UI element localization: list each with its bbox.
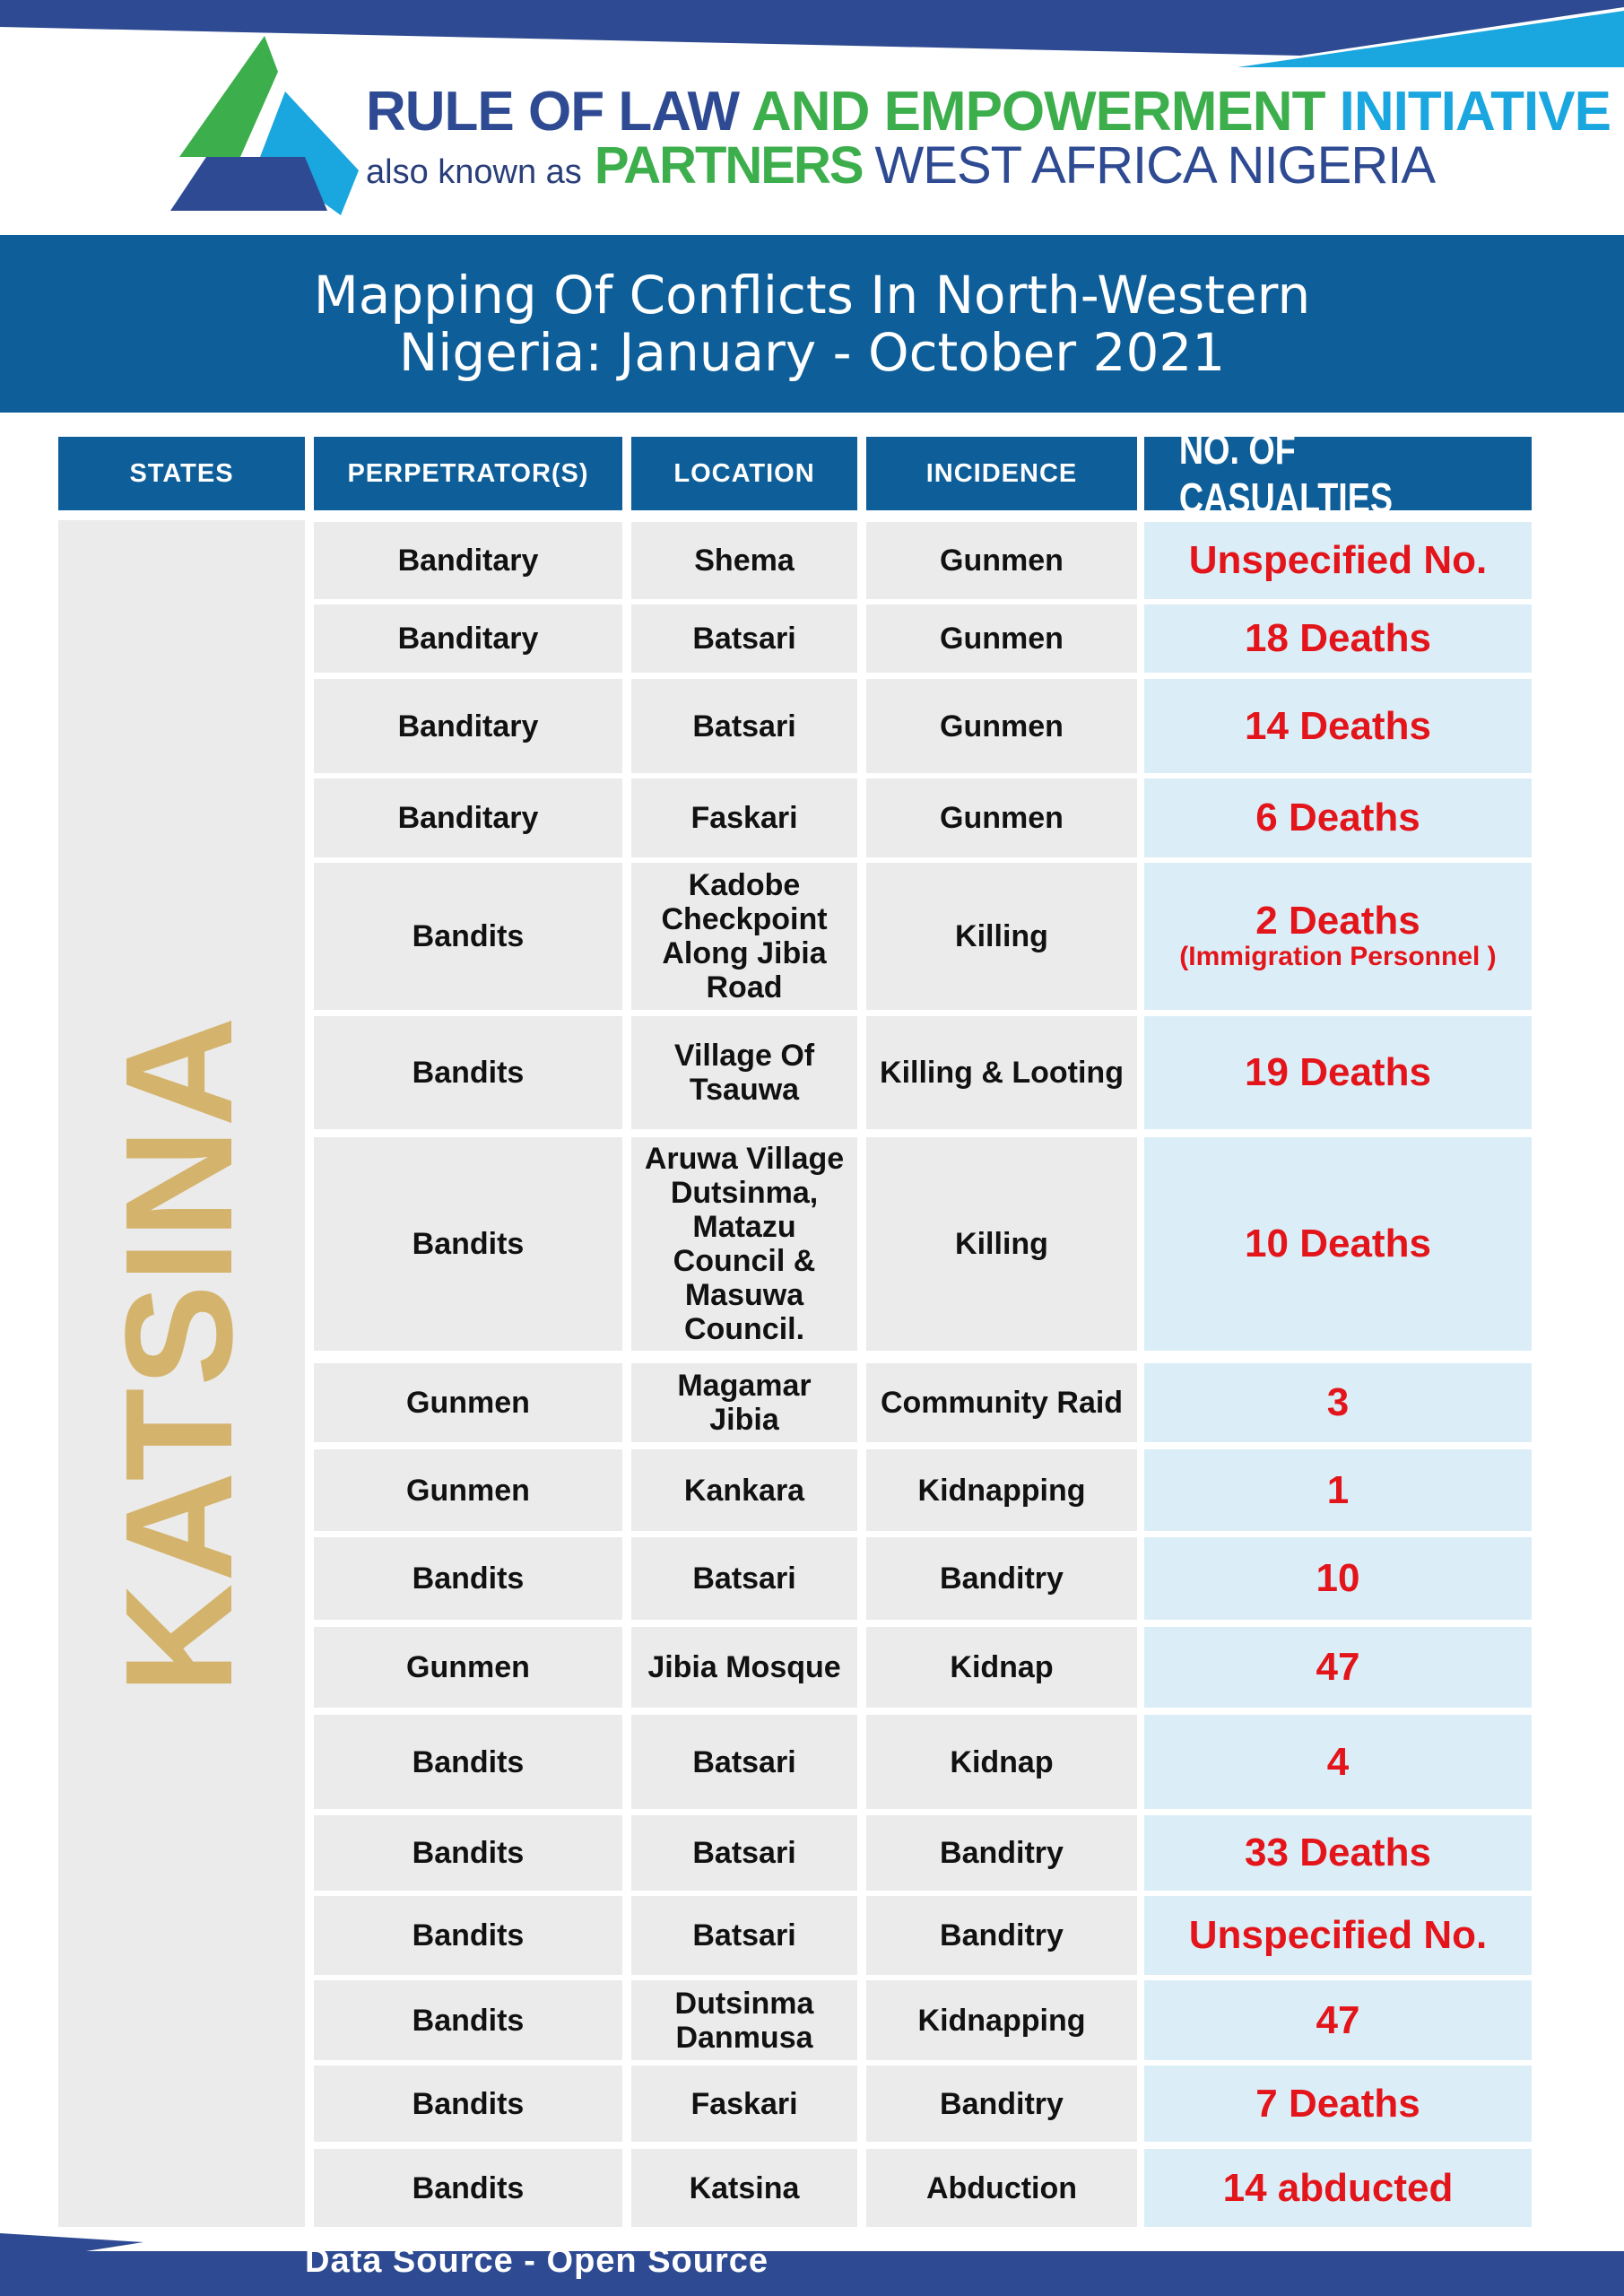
casualties-cell [1144,1016,1532,1129]
location-value: Aruwa Village Dutsinma, Matazu Council & Masuwa Council. [644,1142,845,1346]
table-row [0,1815,1624,1891]
casualties-value: 4 [1326,1739,1350,1784]
location-value: Magamar Jibia [677,1369,812,1437]
table-row [0,2066,1624,2142]
casualties-cell [1144,1627,1532,1708]
casualties-cell [1144,1449,1532,1531]
page-title-line2: Nigeria: January - October 2021 [398,322,1226,383]
casualties-value: 47 [1316,1645,1360,1689]
location-cell [631,778,857,857]
location-value: Shema [694,544,795,578]
location-cell [631,604,857,673]
perpetrator-cell [314,679,622,773]
casualties-cell [1144,1715,1532,1809]
table-row [0,1980,1624,2060]
location-cell [631,1137,857,1351]
casualties-cell [1144,1537,1532,1620]
incidence-cell [866,1537,1137,1620]
perpetrator-value: Gunmen [406,1650,530,1684]
perpetrator-value: Gunmen [406,1473,530,1508]
perpetrator-value: Banditary [397,801,539,835]
location-cell [631,1715,857,1809]
location-cell [631,1815,857,1891]
location-value: Batsari [692,1744,796,1779]
state-name: KATSINA [94,1014,265,1694]
incidence-value: Killing [955,919,1048,953]
incidence-value: Banditry [940,1561,1064,1596]
org-name-part3: INITIATIVE [1339,81,1611,143]
perpetrator-cell [314,1537,622,1620]
incidence-value: Kidnapping [917,2003,1086,2038]
table-row [0,1896,1624,1975]
perpetrator-value: Banditary [397,622,539,656]
location-cell [631,2066,857,2142]
location-cell [631,2149,857,2227]
data-source: Data Source - Open Source [305,2242,769,2280]
table-row [0,1449,1624,1531]
casualties-value: Unspecified No. [1188,538,1488,582]
perpetrator-value: Bandits [412,1227,525,1261]
header-casualties-cell [1144,426,1532,521]
location-cell [631,1896,857,1975]
location-value: Katsina [689,2170,800,2205]
org-name-part2: AND EMPOWERMENT [751,81,1325,143]
location-value: Village Of Tsauwa [673,1039,815,1107]
casualties-value: 47 [1316,1997,1360,2042]
table-row [0,2149,1624,2227]
perpetrator-value: Gunmen [406,1386,530,1420]
perpetrator-cell [314,1815,622,1891]
perpetrator-cell [314,1715,622,1809]
incidence-value: Killing & Looting [880,1056,1124,1090]
header-perpetrators: PERPETRATOR(S) [314,437,622,510]
location-cell [631,1363,857,1442]
location-cell [631,1016,857,1129]
casualties-cell [1144,1896,1532,1975]
perpetrator-cell [314,1363,622,1442]
casualties-value: 10 Deaths [1245,1222,1431,1265]
header-location: LOCATION [631,437,857,510]
incidence-value: Killing [955,1227,1048,1261]
incidence-cell [866,1627,1137,1708]
casualties-value: 19 Deaths [1245,1050,1431,1094]
table-row [0,778,1624,857]
logo-icon [170,36,368,215]
casualties-value: 2 Deaths [1255,899,1420,943]
casualties-value: 14 Deaths [1245,703,1431,748]
casualties-value: 6 Deaths [1255,796,1420,839]
perpetrator-cell [314,1016,622,1129]
perpetrator-value: Bandits [412,2086,525,2121]
incidence-cell [866,1815,1137,1891]
incidence-value: Banditry [940,1918,1064,1952]
casualties-cell [1144,604,1532,673]
incidence-cell [866,778,1137,857]
table-row [0,1627,1624,1708]
incidence-cell [866,1449,1137,1531]
perpetrator-value: Bandits [412,1836,525,1870]
incidence-value: Community Raid [880,1386,1124,1420]
table-row [0,604,1624,673]
table-row [0,1715,1624,1809]
perpetrator-value: Bandits [412,1056,525,1090]
incidence-value: Gunmen [940,544,1064,578]
location-value: Jibia Mosque [647,1650,841,1684]
perpetrator-cell [314,2066,622,2142]
org-alias-suffix: WEST AFRICA NIGERIA [874,136,1436,195]
casualties-value: 14 abducted [1222,2165,1454,2210]
location-value: Batsari [692,709,796,744]
casualties-value: 7 Deaths [1255,2081,1420,2126]
casualties-value: 33 Deaths [1245,1831,1431,1874]
table-row [0,1363,1624,1442]
incidence-cell [866,679,1137,773]
incidence-cell [866,604,1137,673]
incidence-value: Banditry [940,1836,1064,1870]
incidence-cell [866,1896,1137,1975]
incidence-cell [866,1715,1137,1809]
perpetrator-value: Banditary [397,544,539,578]
incidence-cell [866,1363,1137,1442]
location-value: Faskari [690,2086,798,2121]
casualties-note: (Immigration Personnel ) [1179,942,1497,971]
casualties-cell [1144,679,1532,773]
incidence-value: Gunmen [940,801,1064,835]
location-value: Kadobe Checkpoint Along Jibia Road [661,868,828,1004]
perpetrator-value: Bandits [412,1561,525,1596]
table-row [0,522,1624,599]
casualties-value: Unspecified No. [1188,1913,1488,1957]
perpetrator-value: Bandits [412,2003,525,2038]
incidence-cell [866,2066,1137,2142]
location-cell [631,1449,857,1531]
perpetrator-cell [314,1449,622,1531]
incidence-cell [866,2149,1137,2227]
bottom-banner [0,2233,1624,2296]
perpetrator-cell [314,1980,622,2060]
incidence-value: Banditry [940,2086,1064,2121]
casualties-cell [1144,522,1532,599]
header-casualties: NO. OF CASUALTIES [1179,437,1497,510]
location-value: Batsari [692,622,796,656]
table-row [0,679,1624,773]
incidence-value: Abduction [925,2170,1078,2205]
perpetrator-value: Bandits [412,1918,525,1952]
org-name-part1: RULE OF LAW [366,81,740,143]
casualties-value: 10 [1316,1556,1360,1600]
incidence-cell [866,1980,1137,2060]
incidence-cell [866,863,1137,1010]
org-alias-prefix: also known as [366,153,582,191]
location-value: Dutsinma Danmusa [674,1986,814,2055]
location-value: Batsari [692,1836,796,1870]
incidence-value: Kidnap [950,1744,1054,1779]
incidence-cell [866,522,1137,599]
incidence-value: Kidnap [950,1650,1054,1684]
casualties-cell [1144,1137,1532,1351]
location-cell [631,863,857,1010]
incidence-value: Gunmen [940,622,1064,656]
incidence-cell [866,1137,1137,1351]
perpetrator-cell [314,863,622,1010]
perpetrator-value: Banditary [397,709,539,744]
perpetrator-value: Bandits [412,2170,525,2205]
location-value: Faskari [690,801,798,835]
perpetrator-cell [314,2149,622,2227]
perpetrator-cell [314,1137,622,1351]
location-cell [631,679,857,773]
table-row [0,863,1624,1010]
casualties-cell [1144,2066,1532,2142]
page-title [0,235,1624,413]
incidence-value: Gunmen [940,709,1064,744]
perpetrator-cell [314,778,622,857]
casualties-cell [1144,2149,1532,2227]
header-states: STATES [58,437,305,510]
incidence-value: Kidnapping [917,1473,1086,1508]
incidence-cell [866,1016,1137,1129]
casualties-value: 18 Deaths [1245,616,1431,660]
location-value: Batsari [692,1918,796,1952]
table-row [0,1016,1624,1129]
org-name [366,83,1611,142]
perpetrator-value: Bandits [412,1744,525,1779]
org-alias-partners: PARTNERS [594,136,863,195]
location-value: Batsari [692,1561,796,1596]
perpetrator-cell [314,604,622,673]
casualties-cell [1144,1980,1532,2060]
perpetrator-cell [314,522,622,599]
perpetrator-cell [314,1627,622,1708]
org-alias [366,136,1435,202]
casualties-cell [1144,863,1532,1010]
header-incidence: INCIDENCE [866,437,1137,510]
perpetrator-value: Bandits [412,919,525,953]
casualties-value: 1 [1326,1467,1350,1512]
location-value: Kankara [683,1473,805,1508]
location-cell [631,1980,857,2060]
location-cell [631,522,857,599]
table-row [0,1137,1624,1351]
location-cell [631,1627,857,1708]
casualties-cell [1144,1363,1532,1442]
casualties-value: 3 [1326,1380,1350,1424]
casualties-cell [1144,778,1532,857]
location-cell [631,1537,857,1620]
table-row [0,1537,1624,1620]
perpetrator-cell [314,1896,622,1975]
casualties-cell [1144,1815,1532,1891]
page-title-line1: Mapping Of Conflicts In North-Western [313,265,1311,326]
